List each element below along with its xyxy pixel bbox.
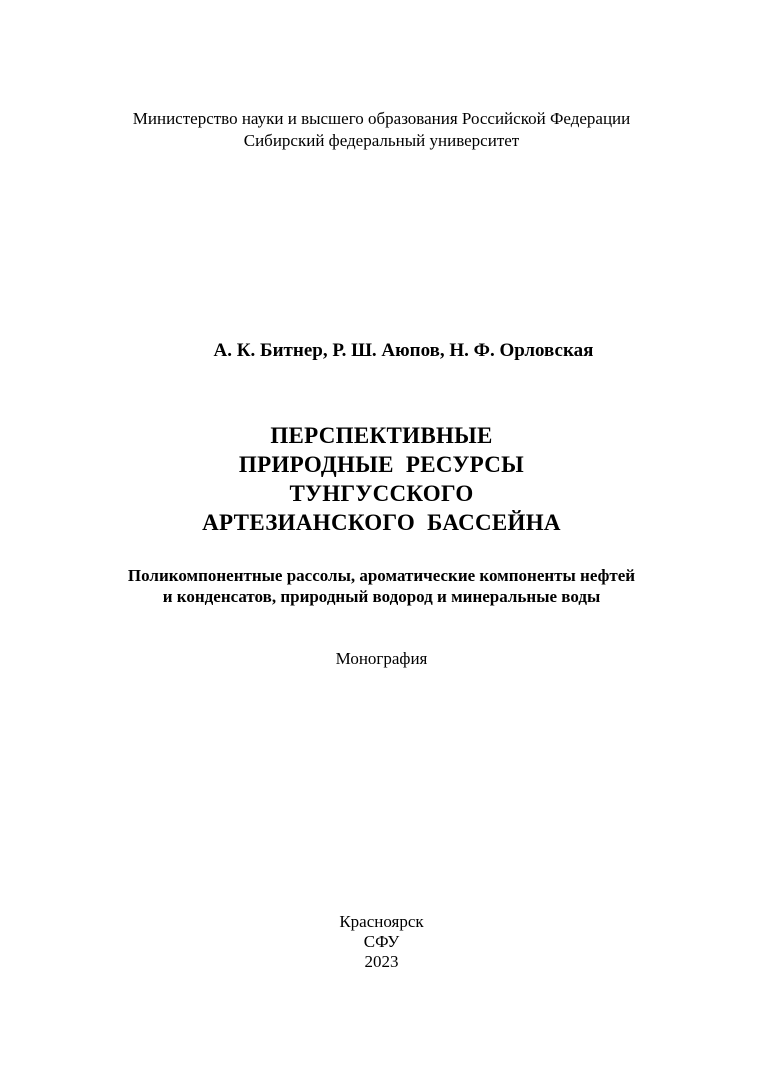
ministry-name: Министерство науки и высшего образования Российской Федерации xyxy=(132,109,631,128)
title-line-4: АРТЕЗИАНСКОГО БАССЕЙНА xyxy=(202,510,561,535)
subtitle-line-2: и конденсатов, природный водород и минеральные воды xyxy=(162,587,601,606)
title-line-3: ТУНГУССКОГО xyxy=(289,481,474,506)
publication-type: Монография xyxy=(335,649,428,668)
imprint xyxy=(0,912,763,972)
imprint-publisher: СФУ xyxy=(363,932,400,951)
title-line-1: ПЕРСПЕКТИВНЫЕ xyxy=(270,423,493,448)
subtitle-line-1: Поликомпонентные рассолы, ароматические компоненты нефтей xyxy=(127,566,636,585)
book-title xyxy=(0,421,763,537)
institution-header xyxy=(0,108,763,152)
book-subtitle xyxy=(0,565,763,607)
title-line-2: ПРИРОДНЫЕ РЕСУРСЫ xyxy=(238,452,525,477)
university-name: Сибирский федеральный университет xyxy=(243,131,520,150)
authors: А. К. Битнер, Р. Ш. Аюпов, Н. Ф. Орловская xyxy=(213,340,594,361)
imprint-city: Красноярск xyxy=(339,912,424,931)
imprint-year: 2023 xyxy=(364,952,399,971)
